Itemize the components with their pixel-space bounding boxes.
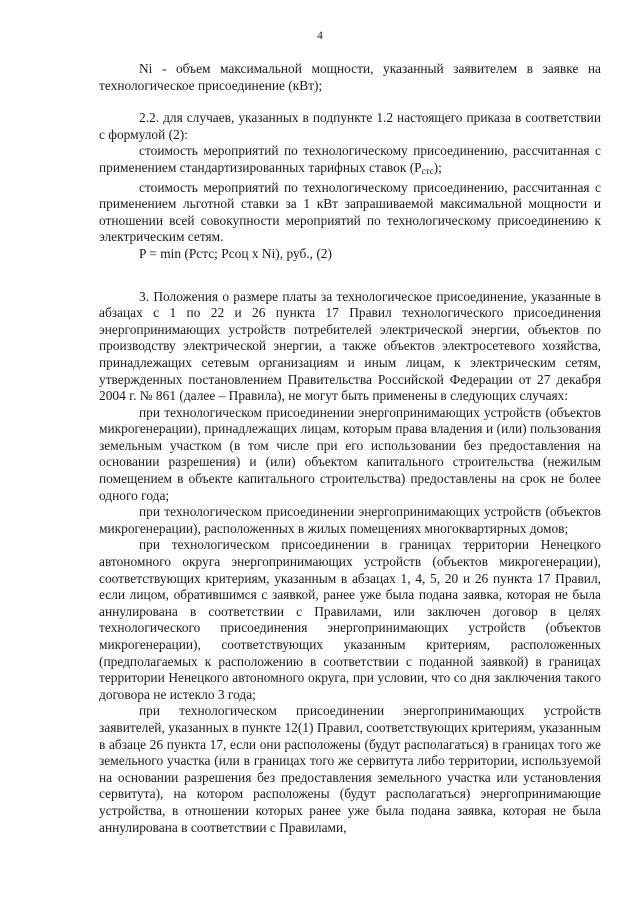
paragraph-3: 3. Положения о размере платы за технологическое присоединение, указанные в абзацах с 1 по 22 и 26 пункта 17 Правил технологического присоединения энергопринимающих устройств потребителей электрической энергии, объектов по производству электрической энергии, а также объектов электросетевого хозяйства, принадлежащих сетевым организациям и иным лицам, к электрическим сетям, утвержденных постановлением Правительства Российской Федерации от 27 декабря 2004 г. № 861 (далее – Правила), не могут быть применены в следующих случаях: xyxy=(99,288,601,404)
paragraph-case-12-1: при технологическом присоединении энергопринимающих устройств заявителей, указанных в пункте 12(1) Правил, соответствующих критериям, указанным в абзаце 26 пункта 17, если они расположены (будут располагаться) в границах того же земельного участка (или в границах того же сервитута либо территории, используемой на основании разрешения без предоставления земельного участка или установления сервитута), на котором расположены (будут располагаться) энергопринимающие устройства, в отношении которых ранее уже была подана заявка, которая не была аннулирована в соответствии с Правилами, xyxy=(99,703,601,835)
paragraph-ni-definition: Ni - объем максимальной мощности, указанный заявителем в заявке на технологическое присоединение (кВт); xyxy=(99,61,601,93)
paragraph-preferential-rate: стоимость мероприятий по технологическому присоединению, рассчитанная с применением льготной ставки за 1 кВт запрашиваемой максимальной мощности и отношении всей совокупности мероприятий по технологическому присоединению к электрическим сетям. xyxy=(99,179,601,245)
standard-rates-text: стоимость мероприятий по технологическому присоединению, рассчитанная с применением стандартизированных тарифных ставок (P xyxy=(99,143,601,175)
paragraph-case-nenets: при технологическом присоединении в границах территории Ненецкого автономного округа энергопринимающих устройств (объектов микрогенерации), соответствующих критериям, указанным в абзацах 1, 4, 5, 20 и 26 пункта 17 Правил, если лицом, обратившимся с заявкой, ранее уже была подана заявка, которая не была аннулирована в соответствии с Правилами, или заключен договор в целях технологического присоединения энергопринимающих устройств (объектов микрогенерации), соответствующих указанным критериям, расположенных (предполагаемых к расположению в соответствии с поданной заявкой) в границах территории Ненецкого автономного округа, при условии, что со дня заключения такого договора не истекло 3 года; xyxy=(99,537,601,702)
page-number: 4 xyxy=(317,30,323,42)
paragraph-case-one-year: при технологическом присоединении энергопринимающих устройств (объектов микрогенерации), принадлежащих лицам, которым права владения и (или) пользования земельным участком (в том числе при его использовании без предоставления на основании разрешения) и (или) объектом капитального строительства (нежилым помещением в объекте капитального строительства) предоставлены на срок не более одного года; xyxy=(99,404,601,503)
paragraph-standard-rates xyxy=(99,143,601,179)
paragraph-case-apartments: при технологическом присоединении энергопринимающих устройств (объектов микрогенерации), расположенных в жилых помещениях многоквартирных домов; xyxy=(99,504,601,536)
standard-rates-subscript: стс xyxy=(421,165,434,176)
paragraph-2-2: 2.2. для случаев, указанных в подпункте 1.2 настоящего приказа в соответствии с формулой (2): xyxy=(99,110,601,142)
document-body xyxy=(99,61,601,836)
formula-2: P = min (Pстс; Pсоц x Ni), руб., (2) xyxy=(139,245,332,261)
standard-rates-end: ); xyxy=(433,159,442,175)
